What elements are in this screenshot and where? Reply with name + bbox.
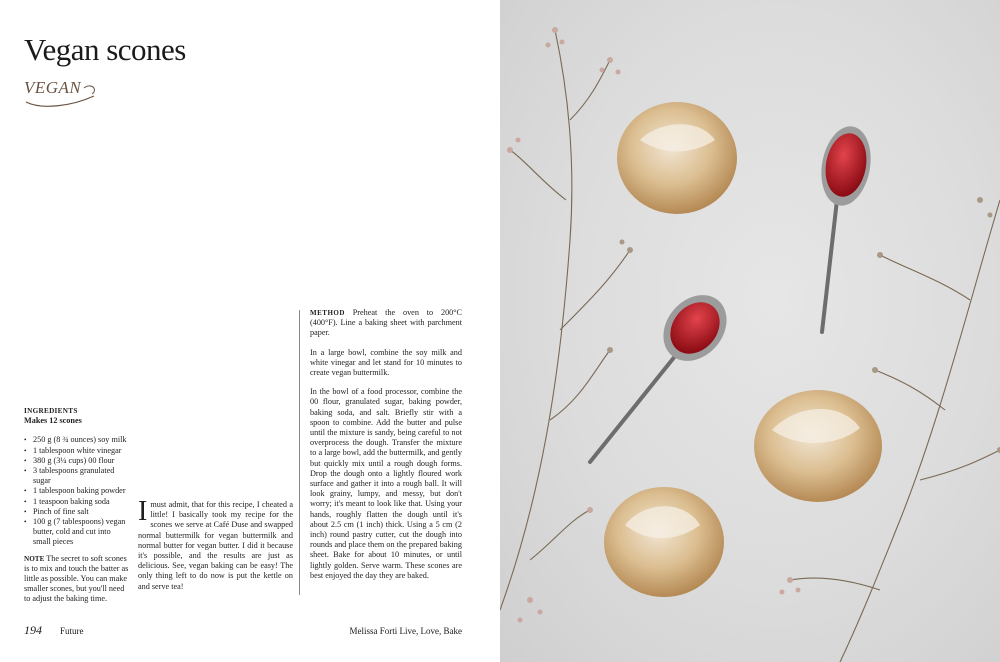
scones-photo <box>500 0 1000 662</box>
intro-text: must admit, that for this recipe, I cheated a little! I basically took my recipe for the scones we serve at Café Duse and swapped normal buttermilk for vegan buttermilk and normal butter for vegan butter. I did it because it's possible, and the results are just as delicious. See, vegan baking can be easy! The only thing left to do now is put the kettle on and serve tea! <box>138 500 293 591</box>
ingredient-item: • 380 g (3¼ cups) 00 flour <box>24 456 129 466</box>
method-step-3: In the bowl of a food processor, combine the 00 flour, granulated sugar, baking powder, baking soda, and salt. Briefly stir with a spoon to combine. Add the butter and pulse until the mixture is sandy, being careful to not overprocess the dough. Transfer the mixture to a large bowl, add the buttermilk, and gently but quickly mix until a rough dough forms. Drop the dough onto a lightly floured work surface and gather it into a rough ball. It will look grainy, lumpy, and messy, but don't worry; it's meant to look like that. Using your hands, roughly flatten the dough until it's about 2.5 cm (1 inch) thick. Using a 5 cm (2 inch) round pastry cutter, cut the dough into rounds and place them on the prepared baking sheet. Bake for about 10 minutes, or until lightly golden. Serve warm. These scones are best enjoyed the day they are baked. <box>310 387 462 580</box>
method-column <box>310 308 462 590</box>
ingredient-item: • Pinch of fine salt <box>24 507 129 517</box>
scone-bottom <box>604 487 724 597</box>
section-name: Future <box>60 626 84 636</box>
method-label: METHOD <box>310 309 345 317</box>
ingredient-item: • 1 tablespoon white vinegar <box>24 446 129 456</box>
ingredient-list <box>24 435 129 547</box>
note-paragraph <box>24 554 129 605</box>
book-credit: Melissa Forti Live, Love, Bake <box>349 626 462 636</box>
scone-top <box>617 102 737 214</box>
note-label: NOTE <box>24 554 45 563</box>
ingredients-heading: INGREDIENTS <box>24 407 78 415</box>
jam-spoon-left <box>590 282 740 462</box>
method-step-2: In a large bowl, combine the soy milk and white vinegar and let stand for 10 minutes to create vegan buttermilk. <box>310 347 462 378</box>
drop-cap: I <box>138 496 148 527</box>
method-text-1: Preheat the oven to 200°C (400°F). Line a baking sheet with parchment paper. <box>310 308 462 338</box>
method-step-1 <box>310 308 462 339</box>
ingredient-item: • 100 g (7 tablespoons) vegan butter, cold and cut into small pieces <box>24 517 129 548</box>
intro-paragraph <box>138 496 293 592</box>
jam-spoon-right <box>815 122 876 332</box>
page-number: 194 <box>24 623 42 637</box>
ingredient-item: • 1 tablespoon baking powder <box>24 486 129 496</box>
vegan-badge <box>22 76 100 110</box>
note-text: The secret to soft scones is to mix and touch the batter as little as possible. You can make smaller scones, but you'll need to adjust the baking time. <box>24 553 129 604</box>
column-divider <box>299 310 300 595</box>
scone-right <box>754 390 882 502</box>
scones-illustration <box>500 0 1000 662</box>
ingredient-item: • 3 tablespoons granulated sugar <box>24 466 129 486</box>
vegan-badge-text: VEGAN <box>24 78 82 97</box>
yield-text: Makes 12 scones <box>24 416 82 426</box>
recipe-title: Vegan scones <box>24 32 186 67</box>
flower-blossoms <box>507 27 1000 623</box>
ingredient-item: • 1 teaspoon baking soda <box>24 497 129 507</box>
ingredient-item: • 250 g (8 ¾ ounces) soy milk <box>24 435 129 445</box>
ingredients-column <box>24 406 129 605</box>
